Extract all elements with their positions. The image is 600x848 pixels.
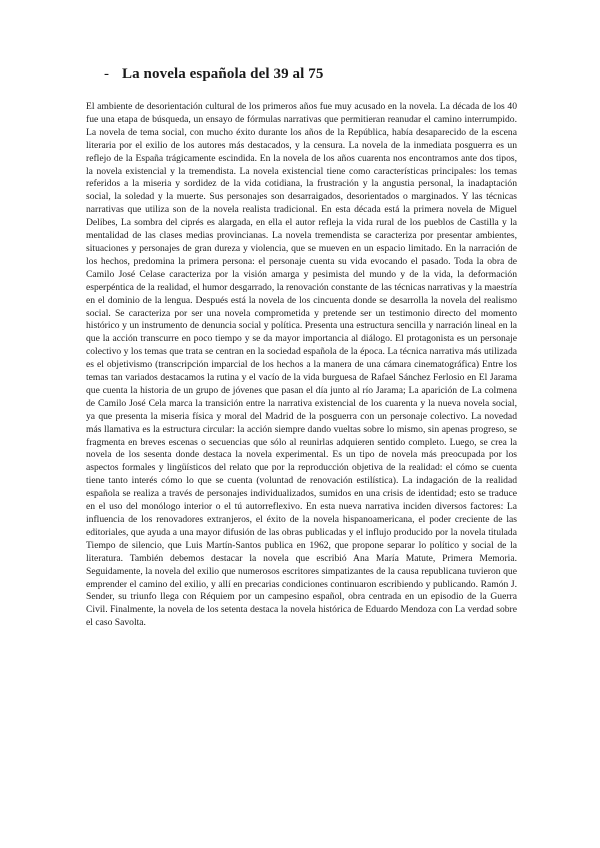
heading-dash: - [104, 66, 110, 82]
body-paragraph: El ambiente de desorientación cultural de los primeros años fue muy acusado en la novela. La década de los 40 fue una etapa de búsqueda, un ensayo de fórmulas narrativas que permitieran reanudar el camino interrumpido. La novela de tema social, con mucho éxito durante los años de la República, había desaparecido de la escena literaria por el exilio de los autores más destacados, y la censura. La novela de la inmediata posguerra es un reflejo de la España trágicamente escindida. En la novela de los años cuarenta nos encontramos ante dos tipos, la novela existencial y la tremendista. La novela existencial tiene como características principales: los temas referidos a la miseria y sordidez de la vida cotidiana, la frustración y la angustia personal, la inadaptación social, la soledad y la muerte. Sus personajes son desarraigados, desorientados o marginados. Y las técnicas narrativas que utiliza son de la novela realista tradicional. En esta década está la primera novela de Miguel Delibes, La sombra del ciprés es alargada, en ella el autor refleja la vida rural de los pueblos de Castilla y la mentalidad de las clases medias provincianas. La novela tremendista se caracteriza por presentar ambientes, situaciones y personajes de gran dureza y violencia, que se mueven en un espacio limitado. En la narración de los hechos, predomina la primera persona: el personaje cuenta su vida evocando el pasado. Toda la obra de Camilo José Celase caracteriza por la visión amarga y pesimista del mundo y de la vida, la deformación esperpéntica de la realidad, el humor desgarrado, la renovación constante de las técnicas narrativas y la maestría en el dominio de la lengua. Después está la novela de los cincuenta donde se desarrolla la novela del realismo social. Se caracteriza por ser una novela comprometida y pretende ser un testimonio directo del momento histórico y un instrumento de denuncia social y política. Presenta una estructura sencilla y narración lineal en la que la acción transcurre en poco tiempo y se da mayor importancia al diálogo. El protagonista es un personaje colectivo y los temas que trata se centran en la sociedad española de la época. La técnica narrativa más utilizada es el objetivismo (transcripción imparcial de los hechos a la manera de una cámara cinematográfica) Entre los temas tan variados destacamos la rutina y el vacío de la vida burguesa de Rafael Sánchez Ferlosio en El Jarama que cuenta la historia de un grupo de jóvenes que pasan el día junto al río Jarama; La aparición de La colmena de Camilo José Cela marca la transición entre la narrativa existencial de los cuarenta y la nueva novela social, ya que presenta la miseria física y moral del Madrid de la posguerra con un personaje colectivo. La novedad más llamativa es la estructura circular: la acción siempre dando vueltas sobre lo mismo, sin apenas progreso, se fragmenta en breves escenas o secuencias que sólo al reunirlas adquieren sentido completo. Luego, se crea la novela de los sesenta donde destaca la novela experimental. Es un tipo de novela más preocupada por los aspectos formales y lingüísticos del relato que por la reproducción objetiva de la realidad: el cómo se cuenta tiene tanto interés cómo lo que se cuenta (voluntad de renovación estilística). La indagación de la realidad española se realiza a través de personajes individualizados, sumidos en una crisis de identidad; esto se traduce en el uso del monólogo interior o el tú autorreflexivo. En esta nueva narrativa inciden diversos factores: La influencia de los renovadores extranjeros, el éxito de la novela hispanoamericana, el poder creciente de las editoriales, que ayuda a una mayor difusión de las obras publicadas y el influjo producido por la novela titulada Tiempo de silencio, que Luis Martín-Santos publica en 1962, que propone separar lo político y social de la literatura. También debemos destacar la novela que escribió Ana María Matute, Primera Memoria. Seguidamente, la novela del exilio que numerosos escritores simpatizantes de la causa republicana tuvieron que emprender el camino del exilio, y allí en precarias condiciones continuaron escribiendo y publicando. Ramón J. Sender, su triunfo llega con Réquiem por un campesino español, obra centrada en un episodio de la Guerra Civil. Finalmente, la novela de los setenta destaca la novela histórica de Eduardo Mendoza con La verdad sobre el caso Savolta. [86, 101, 517, 629]
document-heading [104, 66, 323, 83]
heading-title: La novela española del 39 al 75 [122, 66, 324, 82]
